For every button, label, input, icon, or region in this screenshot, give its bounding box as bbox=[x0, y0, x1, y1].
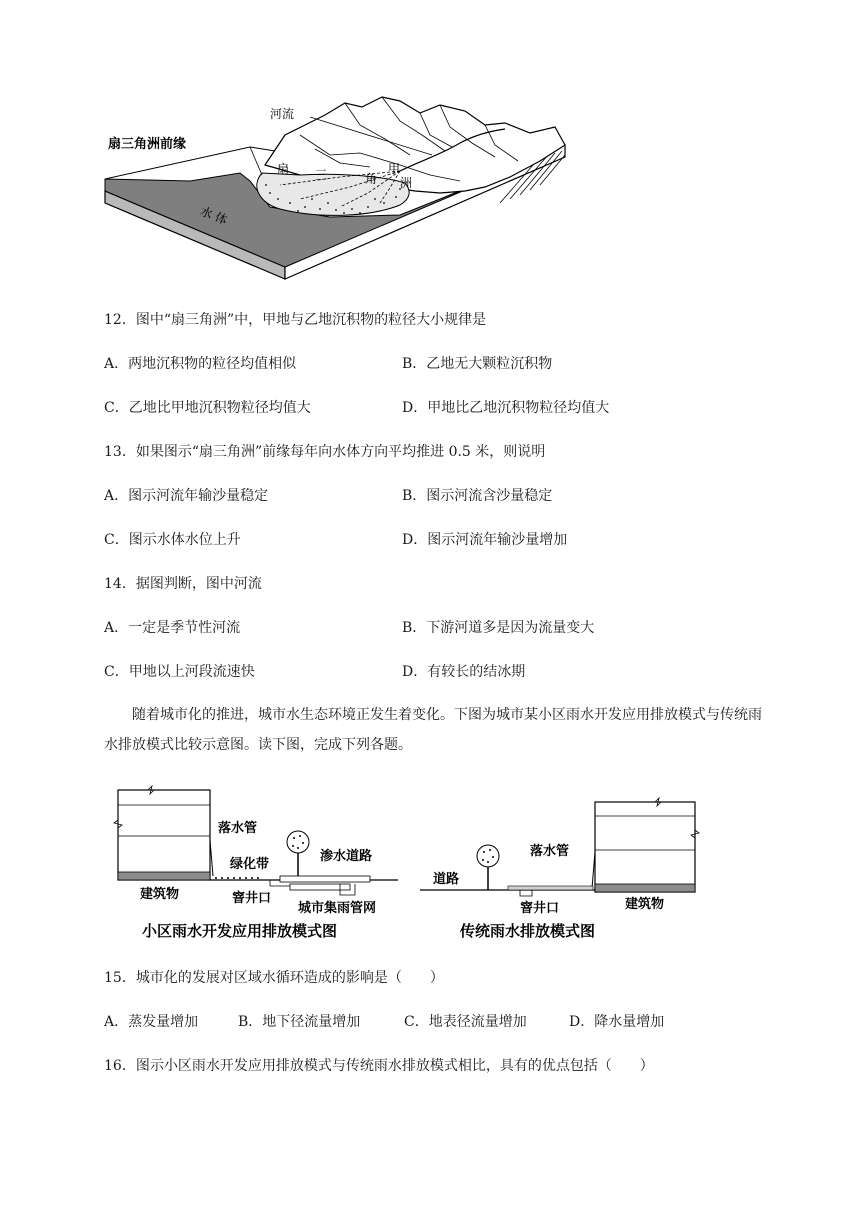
label-delta-char-4: 洲 bbox=[400, 176, 413, 190]
label-delta-char-2: 三 bbox=[315, 168, 328, 182]
q14-option-c: C．甲地以上河段流速快 bbox=[104, 664, 255, 680]
q14-stem: 14．据图判断，图中河流 bbox=[104, 576, 262, 592]
q15-stem: 15．城市化的发展对区域水循环造成的影响是（ ） bbox=[104, 970, 444, 986]
label-fan-delta-front: 扇三角洲前缘 bbox=[108, 137, 187, 152]
q13-option-d: D．图示河流年输沙量增加 bbox=[402, 532, 568, 548]
intro-paragraph: 随着城市化的推进，城市水生态环境正发生着变化。下图为城市某小区雨水开发应用排放模式与传统雨水排放模式比较示意图。读下图，完成下列各题。 bbox=[104, 707, 762, 753]
left-building bbox=[118, 790, 210, 880]
fan-delta-diagram bbox=[100, 95, 580, 290]
q13-option-c: C．图示水体水位上升 bbox=[104, 532, 241, 548]
right-downpipe-label: 落水管 bbox=[530, 844, 570, 859]
q14-option-b: B．下游河道多是因为流量变大 bbox=[402, 620, 595, 636]
q13-stem: 13．如果图示“扇三角洲”前缘每年向水体方向平均推进 0.5 米，则说明 bbox=[104, 444, 546, 460]
q12-option-a: A．两地沉积物的粒径均值相似 bbox=[104, 356, 297, 372]
q16-stem: 16．图示小区雨水开发应用排放模式与传统雨水排放模式相比，具有的优点包括（ ） bbox=[104, 1058, 654, 1074]
q12-stem: 12．图中“扇三角洲”中，甲地与乙地沉积物的粒径大小规律是 bbox=[104, 312, 487, 328]
q14-option-d: D．有较长的结冰期 bbox=[402, 664, 526, 680]
left-downpipe-label: 落水管 bbox=[218, 821, 258, 836]
q15-option-d: D．降水量增加 bbox=[569, 1014, 665, 1030]
q12-option-c: C．乙地比甲地沉积物粒径均值大 bbox=[104, 400, 311, 416]
left-caption: 小区雨水开发应用排放模式图 bbox=[142, 922, 338, 940]
rainwater-mode-diagram bbox=[100, 780, 720, 945]
community-mode-figure bbox=[114, 786, 398, 940]
q15-option-c: C．地表径流量增加 bbox=[404, 1014, 527, 1030]
right-manhole-label: 窨井口 bbox=[520, 901, 560, 916]
left-manhole-label: 窨井口 bbox=[232, 891, 272, 906]
label-river: 河流 bbox=[270, 107, 295, 121]
q14-option-a: A．一定是季节性河流 bbox=[104, 620, 241, 636]
label-water-body: 水 体 bbox=[198, 204, 230, 228]
label-delta-char-1: 扇 bbox=[277, 162, 290, 176]
label-delta-char-3: 角 bbox=[365, 172, 378, 186]
right-tree-icon bbox=[477, 845, 499, 867]
traditional-mode-figure bbox=[420, 798, 699, 940]
left-greenbelt-label: 绿化带 bbox=[230, 857, 270, 872]
right-road-label: 道路 bbox=[433, 872, 460, 887]
q15-option-a: A．蒸发量增加 bbox=[104, 1014, 199, 1030]
q12-option-b: B．乙地无大颗粒沉积物 bbox=[402, 356, 553, 372]
right-building bbox=[595, 802, 695, 892]
q12-option-d: D．甲地比乙地沉积物粒径均值大 bbox=[402, 400, 610, 416]
right-caption: 传统雨水排放模式图 bbox=[460, 922, 596, 940]
left-city-pipe-label: 城市集雨管网 bbox=[298, 901, 377, 916]
left-tree-icon bbox=[287, 831, 309, 853]
label-jia: 甲 bbox=[388, 162, 401, 176]
left-building-label: 建筑物 bbox=[140, 887, 180, 902]
right-building-label: 建筑物 bbox=[625, 897, 665, 912]
q13-option-b: B．图示河流含沙量稳定 bbox=[402, 488, 553, 504]
left-permeable-road-label: 渗水道路 bbox=[320, 849, 373, 864]
q15-option-b: B．地下径流量增加 bbox=[238, 1014, 361, 1030]
q13-option-a: A．图示河流年输沙量稳定 bbox=[104, 488, 269, 504]
